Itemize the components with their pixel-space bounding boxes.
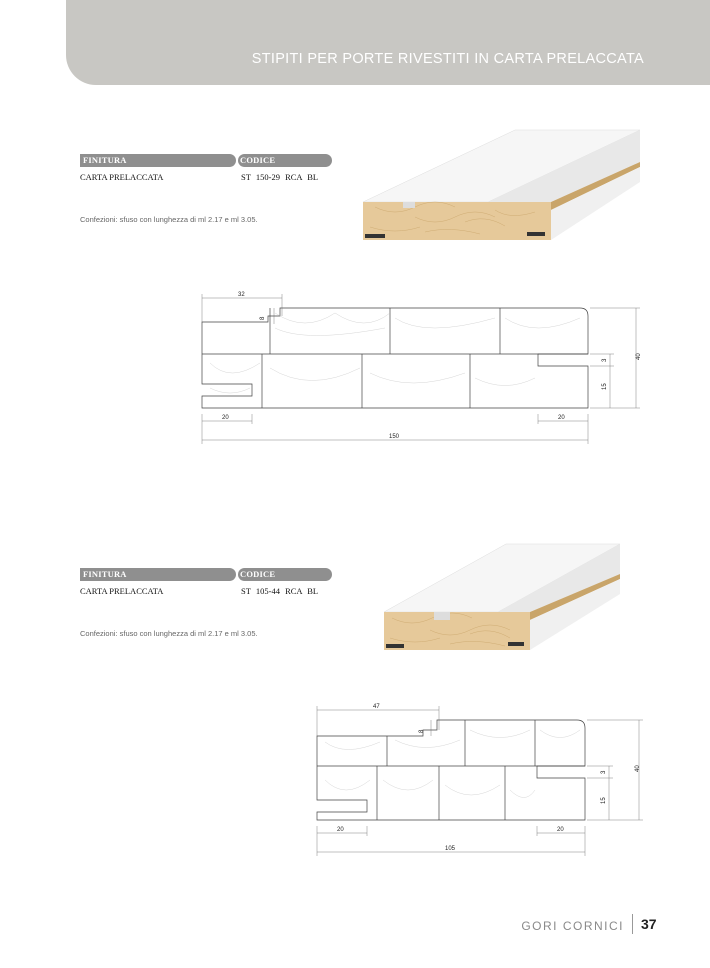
brand-logo: GORI CORNICI: [521, 919, 624, 933]
dim-height: 40: [635, 765, 641, 772]
codice-value: ST 105-44 RCA BL: [241, 586, 319, 596]
dim-top: 32: [238, 292, 245, 298]
spec-table-1: [80, 154, 332, 224]
spec-header-bar: [80, 154, 332, 167]
dim-notch: 8: [260, 316, 266, 320]
dim-left: 20: [222, 415, 229, 421]
dim-top: 47: [373, 704, 380, 710]
dim-width: 105: [445, 846, 456, 852]
codice-value: ST 150-29 RCA BL: [241, 172, 319, 182]
dim-small: 3: [601, 770, 607, 774]
codice-header: CODICE: [240, 155, 276, 165]
page-title: STIPITI PER PORTE RIVESTITI IN CARTA PRELACCATA: [251, 51, 644, 67]
spec-header-bar: [80, 568, 332, 581]
finitura-value: CARTA PRELACCATA: [80, 172, 164, 182]
packaging-note: Confezioni: sfuso con lunghezza di ml 2.17 e ml 3.05.: [80, 215, 258, 224]
dim-groove: 15: [602, 383, 608, 390]
product-render-2: [380, 538, 630, 668]
technical-drawing-1: [190, 288, 650, 448]
product-render-1: [355, 122, 645, 262]
dim-right: 20: [558, 415, 565, 421]
codice-header: CODICE: [240, 569, 276, 579]
dim-groove: 15: [601, 797, 607, 804]
page-number: 37: [641, 916, 657, 932]
dim-right: 20: [557, 827, 564, 833]
dim-width: 150: [389, 434, 400, 440]
dim-notch: 8: [419, 729, 425, 733]
dim-small: 3: [602, 358, 608, 362]
header-band: [66, 0, 710, 85]
dim-left: 20: [337, 827, 344, 833]
finitura-header: FINITURA: [83, 569, 127, 579]
finitura-value: CARTA PRELACCATA: [80, 586, 164, 596]
technical-drawing-2: [305, 700, 655, 860]
finitura-header: FINITURA: [83, 155, 127, 165]
dim-height: 40: [636, 353, 642, 360]
spec-table-2: [80, 568, 332, 638]
packaging-note: Confezioni: sfuso con lunghezza di ml 2.17 e ml 3.05.: [80, 629, 258, 638]
footer-divider: [632, 914, 633, 934]
